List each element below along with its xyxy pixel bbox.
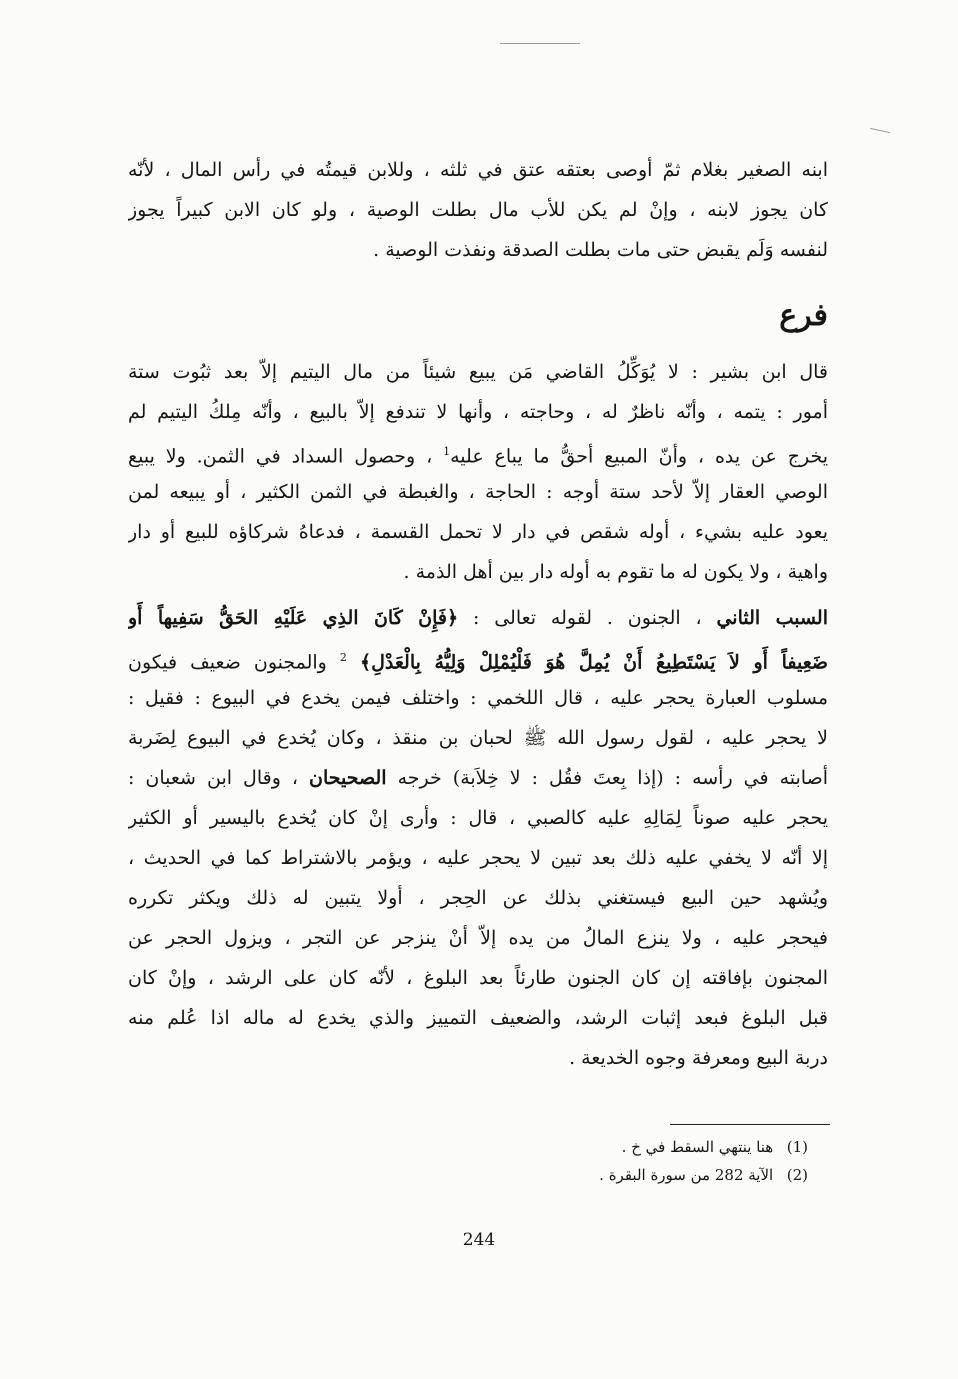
section-heading: فرع xyxy=(779,298,828,333)
footnote xyxy=(599,1161,808,1189)
bold-term: الصحيحان xyxy=(309,767,387,789)
text-span: والمجنون ضعيف فيكون xyxy=(128,651,327,674)
footnote-number: (2) xyxy=(786,1166,808,1184)
scan-mark xyxy=(500,43,580,44)
footnote-text: هنا ينتهي السقط في خ . xyxy=(621,1138,774,1156)
paragraph-1 xyxy=(128,150,828,270)
text-span: ، وقال ابن شعبان : xyxy=(128,767,299,789)
text-line: يحجر عليه صوناً لِمَالِهِ عليه كالصبي ، قال : وأرى إنْ كان يُخدع باليسير أو الكثير xyxy=(128,807,828,829)
text-line: يعود عليه بشيء ، أوله شقص في دار لا تحمل القسمة ، فدعاهُ شركاؤه للبيع أو دار xyxy=(128,521,828,543)
footnotes xyxy=(599,1133,808,1189)
text-line: واهية ، ولا يكون له ما تقوم به أوله دار بين أهل الذمة . xyxy=(403,561,828,583)
page-number: 244 xyxy=(462,1230,496,1250)
footnote-text: الآية 282 من سورة البقرة . xyxy=(599,1166,774,1184)
quran-verse: ضَعِيفاً أَو لاَ يَسْتَطِيعُ أَنْ يُمِلَّ هُوَ فَلْيُمْلِلْ وَلِيُّهُ بِالْعَدْلِ﴾ xyxy=(359,651,828,674)
text-line: ويُشهد حين البيع فيستغني بذلك عن الحِجر ، أولا يتبين له ذلك ويكثر تكرره xyxy=(128,887,828,909)
footnote-ref: 1 xyxy=(443,445,451,458)
paragraph-2 xyxy=(128,352,828,592)
text-span: أصابته في رأسه : (إذا بِعتَ فقُل : لا خِلاَبة) خرجه xyxy=(397,767,828,789)
footnote-ref: 2 xyxy=(339,651,347,664)
text-line xyxy=(128,598,828,638)
text-line xyxy=(128,758,828,798)
text-line: قال ابن بشير : لا يُوَكِّلُ القاضي مَن يبيع شيئاً من مال اليتيم إلاّ بعد ثبُوت ستة xyxy=(128,361,828,383)
section-label: السبب الثاني xyxy=(716,607,828,629)
footnote-number: (1) xyxy=(786,1138,808,1156)
text-line xyxy=(128,638,828,678)
text-line: دربة البيع ومعرفة وجوه الخديعة . xyxy=(569,1047,828,1069)
footnote-divider xyxy=(670,1124,830,1125)
text-span: ، وحصول السداد في الثمن. ولا يبيع xyxy=(128,445,433,468)
text-line: كان يجوز لابنه ، وإنْ لم يكن للأب مال بطلت الوصية ، ولو كان الابن كبيراً يجوز xyxy=(128,199,828,221)
text-line: أمور : يتمه ، وأنّه ناظرٌ له ، وحاجته ، وأنها لا تندفع إلاّ بالبيع ، وأنّه مِلكُ اليتيم لم xyxy=(128,401,828,423)
text-line: قبل البلوغ فبعد إثبات الرشد، والضعيف التمييز والذي يخدع له ماله اذا عُلم منه xyxy=(128,1007,828,1029)
text-span: يخرج عن يده ، وأنّ المبيع أحقُّ ما يباع عليه xyxy=(450,445,828,468)
text-line: الوصي العقار إلاّ لأحد ستة أوجه : الحاجة ، والغبطة في الثمن الكثير ، أو يبيعه لمن xyxy=(128,481,828,503)
text-line: فيحجر عليه ، ولا ينزع المالُ من يده إلاّ أنْ ينزجر عن التجر ، ويزول الحجر عن xyxy=(128,927,828,949)
text-line: مسلوب العبارة يحجر عليه ، قال اللخمي : واختلف فيمن يخدع في البيوع : فقيل : xyxy=(128,687,828,709)
text-span: ، الجنون . لقوله تعالى : xyxy=(472,607,702,629)
footnote xyxy=(599,1133,808,1161)
scan-mark xyxy=(870,128,890,133)
text-line: إلا أنّه لا يخفي عليه ذلك بعد تبين لا يحجر عليه ، ويؤمر بالاشتراط كما في الحديث ، xyxy=(128,847,828,869)
text-line xyxy=(128,432,828,472)
quran-verse: ﴿فَإِنْ كَانَ الذِي عَلَيْهِ الحَقُّ سَفِيهاً أَو xyxy=(128,607,459,629)
paragraph-3 xyxy=(128,598,828,1078)
text-line: المجنون بإفاقته إن كان الجنون طارئاً بعد البلوغ ، لأنّه كان على الرشد ، وإنْ كان xyxy=(128,967,828,989)
text-line: لا يحجر عليه ، لقول رسول الله ﷺ لحبان بن منقذ ، وكان يُخدع في البيوع لِضَربة xyxy=(128,727,828,749)
text-line: لنفسه وَلَم يقبض حتى مات بطلت الصدقة ونفذت الوصية . xyxy=(373,239,828,261)
text-line: ابنه الصغير بغلام ثمّ أوصى بعتقه عتق في ثلثه ، وللابن قيمتُه في رأس المال ، لأنّه xyxy=(128,159,828,181)
